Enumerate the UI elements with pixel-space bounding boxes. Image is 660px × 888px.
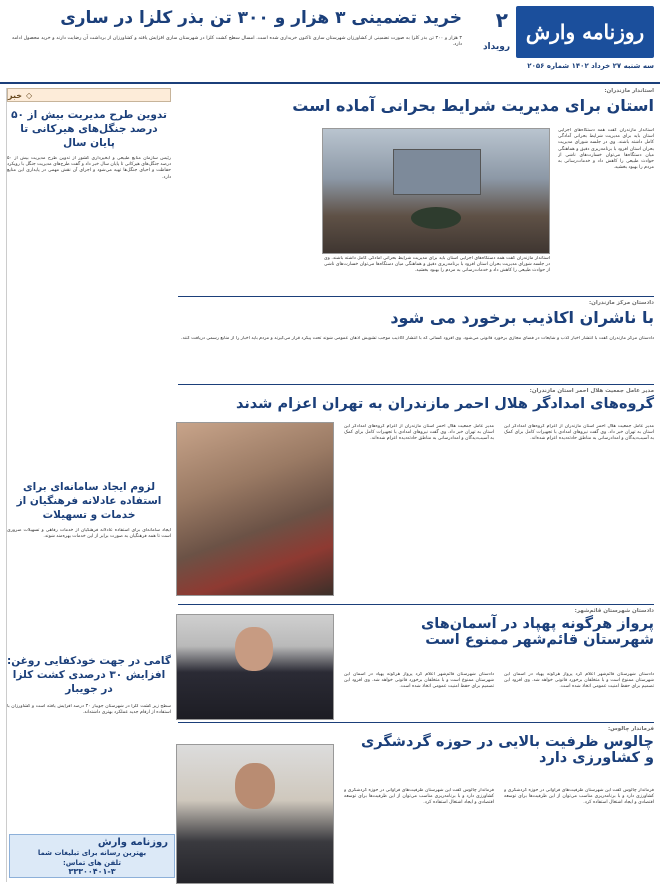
- sidebar-story1-text: رئیس سازمان منابع طبیعی و آبخیزداری کشور از تدوین طرح مدیریت بیش از ۵۰ درصد جنگل‌های هیرکانی تا پایان سال خبر داد و گفت طرح‌های مدیریت جنگل با رویکرد حفاظت و احیای جنگل‌ها تهیه می‌شود و اجرای آن نقش مهمی در پایداری این منابع دارد.: [7, 156, 171, 180]
- story3-text: مدیر عامل جمعیت هلال احمر استان مازندران از اعزام گروه‌های امدادگر این استان به تهران خبر داد. وی گفت نیروهای امدادی با تجهیزات کامل برای کمک به آسیب‌دیدگان و امدادرسانی به مناطق حادثه‌دیده اعزام شده‌اند.: [504, 424, 654, 442]
- sidebar-story3-title[interactable]: گامی در جهت خودکفایی روغن: افزایش ۳۰ درصدی کشت کلزا در جویبار: [7, 655, 171, 695]
- story5-text-col2: فرماندار چالوس گفت این شهرستان ظرفیت‌های فراوانی در حوزه گردشگری و کشاورزی دارد و با برنامه‌ریزی مناسب می‌توان از این ظرفیت‌ها برای توسعه اقتصادی و ایجاد اشتغال استفاده کرد.: [344, 788, 494, 806]
- news-label-text: خبر: [8, 90, 23, 100]
- ad-slogan: بهترین رسانه برای تبلیغات شما: [37, 849, 147, 857]
- section-label: رویداد: [482, 42, 510, 52]
- story-drone-ban: [178, 608, 654, 718]
- advertisement-box[interactable]: [9, 834, 175, 878]
- story3-headline[interactable]: گروه‌های امدادگر هلال احمر مازندران به تهران اعزام شدند: [235, 396, 654, 412]
- divider: [178, 722, 654, 723]
- governor-photo[interactable]: [176, 744, 334, 884]
- meeting-photo[interactable]: [322, 128, 550, 254]
- sidebar-story2-title[interactable]: لزوم ایجاد سامانه‌ای برای استفاده عادلانه فرهنگیان از خدمات و تسهیلات: [16, 481, 162, 521]
- divider: [178, 604, 654, 605]
- news-label: [7, 88, 171, 102]
- story-false-news: [178, 300, 654, 380]
- newspaper-logo[interactable]: روزنامه وارش: [516, 6, 654, 58]
- story1-headline[interactable]: استان برای مدیریت شرایط بحرانی آماده است: [292, 96, 654, 115]
- story4-text: دادستان شهرستان قائم‌شهر اعلام کرد پرواز هرگونه پهپاد در آسمان این شهرستان ممنوع است و با متخلفان برخورد قانونی خواهد شد. وی افزود این تصمیم برای حفظ امنیت عمومی اتخاذ شده است.: [504, 672, 654, 690]
- ad-phone-label: تلفن های تماس:: [62, 859, 121, 867]
- story1-kicker: استاندار مازندران:: [604, 88, 654, 94]
- story1-text: استاندار مازندران گفت همه دستگاه‌های اجرایی استان باید برای مدیریت شرایط بحرانی آمادگی کامل داشته باشند. وی در جلسه شورای مدیریت بحران استان افزود با برنامه‌ریزی دقیق و هماهنگی میان دستگاه‌ها می‌توان خسارت‌های ناشی از حوادث طبیعی را کاهش داد و خدمات‌رسانی به مردم را بهبود بخشید.: [558, 128, 654, 171]
- portrait-face: [235, 627, 273, 671]
- sidebar-story3-text: سطح زیر کشت کلزا در شهرستان جویبار ۳۰ درصد افزایش یافته است و کشاورزان با استفاده از ارقام جدید عملکرد بهتری داشته‌اند.: [7, 704, 171, 716]
- sidebar-story1-title[interactable]: تدوین طرح مدیریت بیش از ۵۰ درصد جنگل‌های هیرکانی تا پایان سال: [11, 109, 167, 149]
- portrait-face: [235, 763, 275, 809]
- story3-kicker: مدیر عامل جمعیت هلال احمر استان مازندران:: [529, 388, 654, 394]
- sidebar-story2-text: ایجاد سامانه‌ای برای استفاده عادلانه فرهنگیان از خدمات رفاهی و تسهیلات ضروری است تا همه فرهنگیان به صورت برابر از این خدمات بهره‌مند شوند.: [7, 528, 171, 540]
- story4-text-col2: دادستان شهرستان قائم‌شهر اعلام کرد پرواز هرگونه پهپاد در آسمان این شهرستان ممنوع است و با متخلفان برخورد قانونی خواهد شد. وی افزود این تصمیم برای حفظ امنیت عمومی اتخاذ شده است.: [344, 672, 494, 690]
- story2-text: دادستان مرکز مازندران گفت با انتشار اخبار کذب و شایعات در فضای مجازی برخورد قانونی می‌شود. وی افزود کسانی که با انتشار اکاذیب موجب تشویش اذهان عمومی شوند تحت پیگرد قرار می‌گیرند و مردم باید اخبار را از منابع رسمی دریافت کنند.: [181, 336, 654, 341]
- ad-phone-number: ۳۳۳۰۰۴۰۱-۳: [68, 867, 116, 876]
- top-story-text: ۳ هزار و ۳۰۰ تن بذر کلزا به صورت تضمینی از کشاورزان شهرستان ساری تاکنون خریداری شده است. امسال سطح کشت کلزا در شهرستان ساری افزایش یافته و کشاورزان از برداشت آن رضایت دارند و خرید محصول ادامه دارد.: [12, 36, 462, 48]
- story1-text-bottom: استاندار مازندران گفت همه دستگاه‌های اجرایی استان باید برای مدیریت شرایط بحرانی آمادگی کامل داشته باشند. وی در جلسه شورای مدیریت بحران استان افزود با برنامه‌ریزی دقیق و هماهنگی میان دستگاه‌ها می‌توان خسارت‌های ناشی از حوادث طبیعی را کاهش داد و خدمات‌رسانی به مردم را بهبود بخشید.: [324, 256, 550, 274]
- wall-emblem: [393, 149, 481, 195]
- story4-headline[interactable]: پرواز هرگونه پهپاد در آسمان‌های شهرستان قائم‌شهر ممنوع است: [421, 616, 654, 648]
- ad-title: روزنامه وارش: [97, 837, 168, 848]
- divider: [178, 296, 654, 297]
- story5-kicker: فرماندار چالوس:: [607, 726, 654, 732]
- masthead: [0, 0, 660, 84]
- prosecutor-photo[interactable]: [176, 614, 334, 720]
- story5-text: فرماندار چالوس گفت این شهرستان ظرفیت‌های فراوانی در حوزه گردشگری و کشاورزی دارد و با برنامه‌ریزی مناسب می‌توان از این ظرفیت‌ها برای توسعه اقتصادی و ایجاد اشتغال استفاده کرد.: [504, 788, 654, 806]
- story-crisis-management: [178, 88, 654, 294]
- story-chalus: [178, 726, 654, 882]
- rescue-photo[interactable]: [176, 422, 334, 596]
- story-red-crescent: [178, 388, 654, 600]
- divider: [178, 384, 654, 385]
- story2-kicker: دادستان مرکز مازندران:: [588, 300, 654, 306]
- story5-headline[interactable]: چالوس ظرفیت بالایی در حوزه گردشگری و کشاورزی دارد: [360, 734, 654, 766]
- page-number: ۲: [495, 8, 508, 32]
- table-flowers: [411, 207, 461, 229]
- top-headline[interactable]: خرید تضمینی ۳ هزار و ۳۰۰ تن بذر کلزا در ساری: [60, 8, 462, 28]
- sidebar: [6, 88, 177, 882]
- diamond-icon: ◇: [26, 90, 33, 100]
- issue-line: سه شنبه ۲۷ خرداد ۱۴۰۲ شماره ۲۰۵۶: [527, 62, 654, 70]
- story2-headline[interactable]: با ناشران اکاذیب برخورد می شود: [390, 308, 654, 327]
- story4-kicker: دادستان شهرستان قائم‌شهر:: [574, 608, 654, 614]
- story3-text-col2: مدیر عامل جمعیت هلال احمر استان مازندران از اعزام گروه‌های امدادگر این استان به تهران خبر داد. وی گفت نیروهای امدادی با تجهیزات کامل برای کمک به آسیب‌دیدگان و امدادرسانی به مناطق حادثه‌دیده اعزام شده‌اند.: [344, 424, 494, 442]
